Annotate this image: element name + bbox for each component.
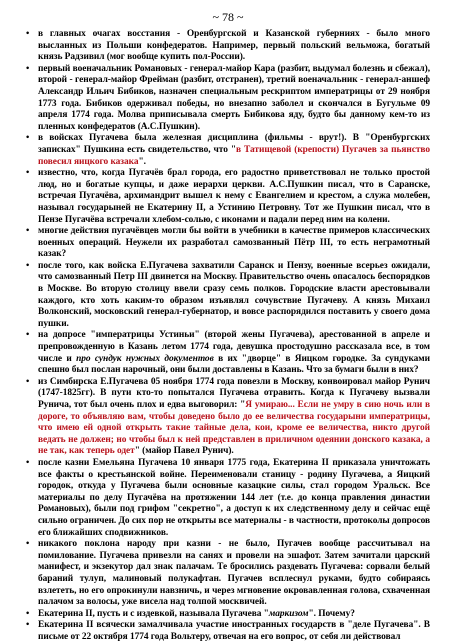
bullet-text: Екатерина II, пусть и с издевкой, называла Пугачева "	[38, 608, 269, 619]
bullet-text: ".	[138, 156, 146, 167]
bullet-text: на допросе "императрицы Устиньи" (второй жены Пугачева), арестованной в апреле и препровожденную в Казань летом 1774 года, девушка простодушно рассказала все, в том числе и	[38, 330, 430, 364]
bullet-item	[26, 64, 430, 134]
bullet-text: после того, как войска Е.Пугачева захватили Саранск и Пензу, военные всерьез ожидали, что самозванный Петр III двинется на Москву. Правительство очень опасалось беспорядков в Москве. Во вторую столицу ввели сразу семь полков. Городские власти арестовывали каждого, кто хоть каким-то образом изъявлял сочувствие Пугачеву. А князь Михаил Волконский, московский генерал-губернатор, и вовсе распорядился поставить у своего дома пушки.	[38, 260, 430, 329]
bullet-text: из Симбирска Е.Пугачева 05 ноября 1774 года повезли в Москву, конвоировал майор Рунич (1747-1825гг). В пути кто-то попытался Пугачева отравить. Когда к Пугачеву вызвали Рунича, тот был очень плох и едва выговорил: "	[38, 376, 430, 410]
bullet-item	[26, 330, 430, 376]
bullet-text: в главных очагах восстания - Оренбургской и Казанской губерниях - было много высланных из Польши конфедератов. Например, первый польский вельможа, богатый князь Радзивил (мог вообще купить пол-России).	[38, 29, 430, 63]
bullet-text: известно, что, когда Пугачёв брал города, его радостно приветствовал не только простой люд, но и богатые купцы, и даже иерархи церкви. А.С.Пушкин писал, что в Саранске, встречая Пугачёва, архимандрит вышел к нему с Евангелием и крестом, а служа молебен, называл государыней не Екатерину II, а Устинию Петровну. Тот же Пушкин писал, что в Пензе Пугачёва встречали хлебом-солью, с иконами и падали перед ним на колени.	[38, 168, 430, 225]
bullet-text: Екатерина II всячески замалчивала участие иностранных государств в "деле Пугачева". В письме от 22 октября 1774 года Вольтеру, отвечая на его вопрос, от себя ли действовал	[38, 620, 430, 642]
bullet-item	[26, 458, 430, 539]
emphasis-text: про сундук нужных документов	[76, 353, 214, 364]
bullet-text: первый военачальник Романовых - генерал-майор Кара (разбит, выдумал болезнь и сбежал), второй - генерал-майор Фрейман (разбит, отстранен), третий военачальник - генерал-аншеф Александр Ильич Бибиков, назначен специальным рескриптом императрицы от 29 ноября 1773 года. Бибиков одерживал победы, но внезапно заболел и скончался в Бугульме 09 апреля 1774 года. Молва приписывала смерть Бибикова яду, будто бы данному кем-то из пленных конфедератов (А.С.Пушкин).	[38, 63, 430, 132]
quote-highlight: Я умираю... Если не умру в сию ночь или в дороге, то объявляю вам, чтобы доведено было до ее величества государыни императрицы, что имею ей одной открыть такие тайные дела, кои, кроме ее величества, никто другой ведать не должен; но чтобы был к ней представлен в приличном одеянии донского казака, а не так, как теперь одет	[38, 400, 431, 457]
bullet-text: в войсках Пугачева была железная дисциплина (фильмы - врут!). В "Оренбургских записках" Пушкина есть свидетельство, что "	[38, 133, 430, 155]
bullet-item	[26, 133, 430, 168]
bullet-item	[26, 29, 430, 64]
bullet-item	[26, 377, 430, 458]
bullet-item	[26, 261, 430, 331]
bullet-text: многие действия пугачёвцев могли бы войти в учебники в качестве примеров классических военных операций. Неужели их разработал самозванный Пётр III, то есть неграмотный казак?	[38, 226, 430, 260]
bullet-text: после казни Емельяна Пугачева 10 января 1775 года, Екатерина II приказала уничтожать все факты о крестьянской войне. Переименовали станицу - родину Пугачева, а Яицкий городок, откуда у Пугачева были основные казацкие силы, стал городом Уральск. Все материалы по делу Пугачёва на протяжении 144 лет (т.е. до конца правления династии Романовых), были под грифом "секретно", а доступ к их следственному делу и сейчас ещё сильно ограничен. До сих пор не открыты все материалы - в частности, протоколы допросов его ближайших сподвижников.	[38, 457, 430, 538]
bullet-text: в их "дворце" в Яицком городке. За сундуками спешно был послан нарочный, они были доставлены в Казань. Что за бумаги были в них?	[38, 353, 430, 376]
page-number: ~ 78 ~	[212, 10, 244, 24]
bullet-text: никакого поклона народу при казни - не было, Пугачев вообще рассчитывал на помилование. Пугачева привезли на санях и провели на эшафот. Затем зачитали царский манифест, и экзекутор дал знак палачам. Те бросились раздевать Пугачева: сорвали белый бараний тулуп, малиновый полукафтан. Пугачев всплеснул руками, будто собираясь взлететь, но его опрокинули навзничь, и через мгновение окровавленная голова, схваченная палачом за волосы, уже висела над толпой москвичей.	[38, 539, 430, 608]
emphasis-text: маркизом	[268, 608, 309, 619]
bullet-list	[26, 29, 430, 643]
bullet-item	[26, 168, 430, 226]
bullet-item	[26, 539, 430, 609]
quote-highlight: в Татищевой (крепости) Пугачев за пьянство повесил яицкого казака	[38, 144, 430, 167]
bullet-text: ". Почему?	[308, 608, 355, 619]
bullet-item	[26, 609, 430, 621]
bullet-text: " (майор Павел Рунич).	[134, 446, 234, 457]
bullet-item	[26, 226, 430, 261]
